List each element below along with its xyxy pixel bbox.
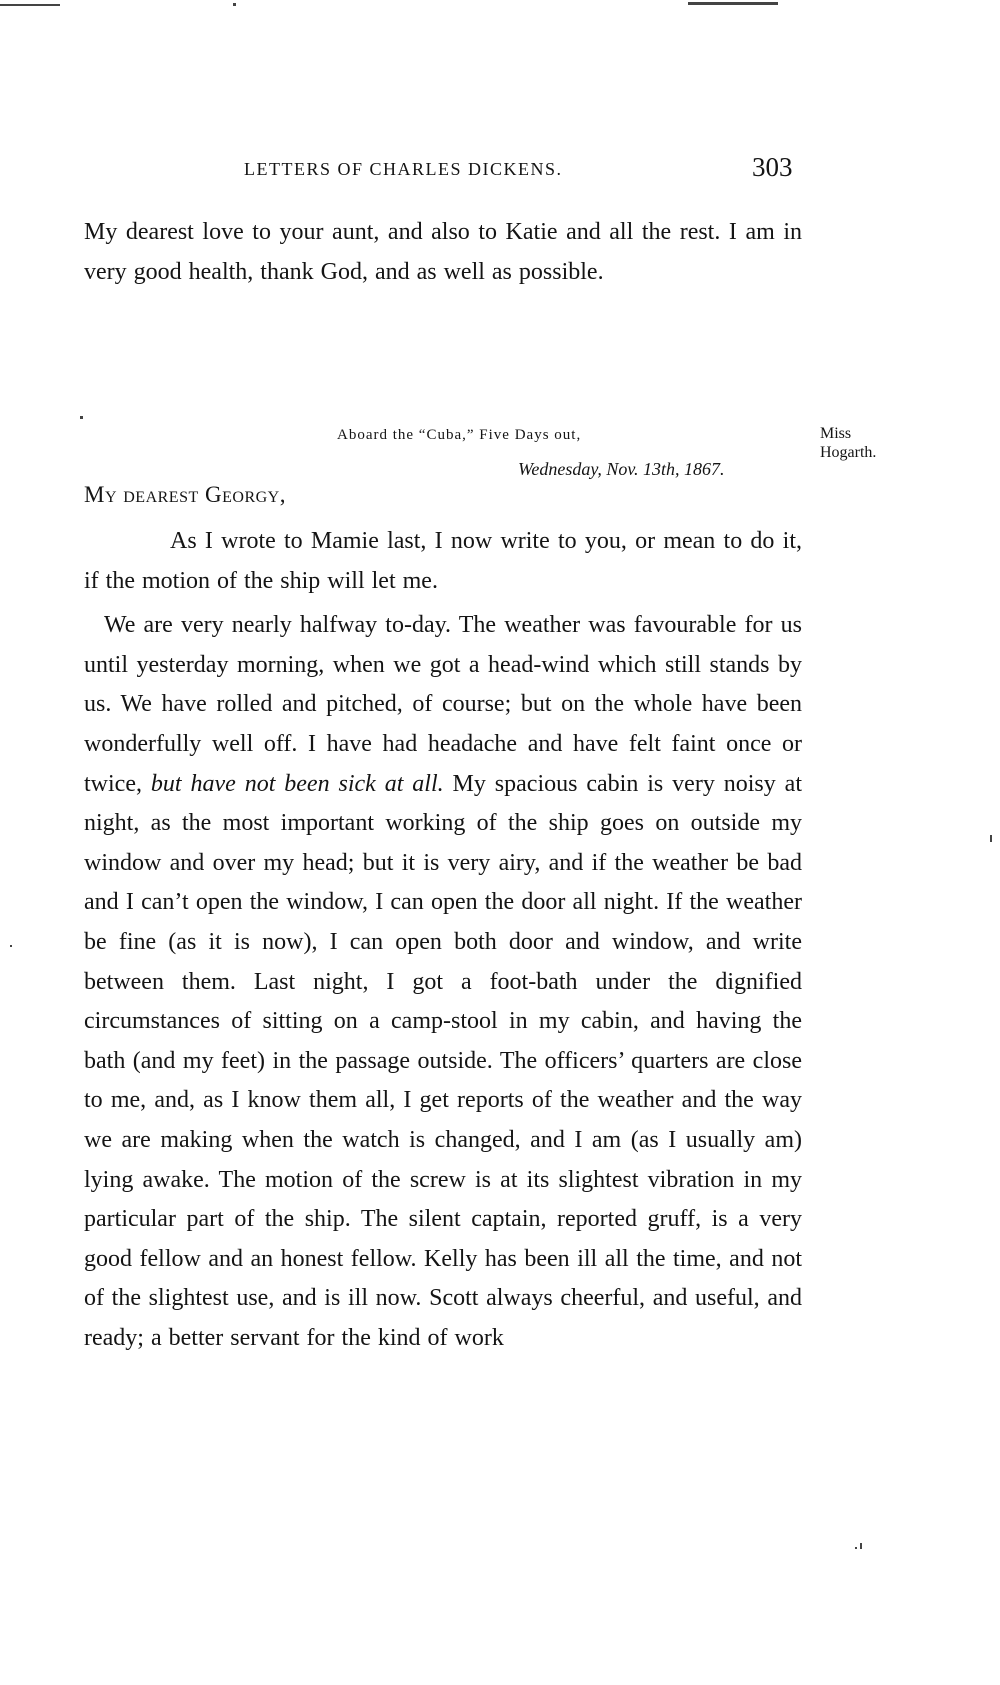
scan-speck: [855, 1547, 857, 1549]
recipient-note-line2: Hogarth.: [820, 444, 877, 461]
previous-letter-closing: [84, 213, 802, 292]
letter-location-heading: Aboard the “Cuba,” Five Days out,: [337, 427, 582, 443]
scan-speck: [10, 945, 12, 947]
closing-paragraph: My dearest love to your aunt, and also to Katie and all the rest. I am in very good health, thank God, and as well as possible.: [84, 219, 802, 285]
letter-paragraph-1: As I wrote to Mamie last, I now write to you, or mean to do it, if the motion of the ship will let me.: [84, 528, 802, 594]
scan-speck: [990, 835, 992, 842]
page-number: 303: [752, 152, 793, 182]
running-header: LETTERS OF CHARLES DICKENS.: [244, 159, 563, 179]
scan-mark: [233, 3, 236, 6]
letter-date-heading: Wednesday, Nov. 13th, 1867.: [518, 459, 725, 479]
recipient-margin-note: [820, 424, 876, 462]
scan-speck: [860, 1543, 862, 1549]
paragraph-2-italic: but have not been sick at all.: [150, 770, 444, 797]
letter-paragraph-2: [84, 606, 802, 1358]
paragraph-2-text-b: My spacious cabin is very noisy at night, as the most important working of the ship goes on outside my window and over my head; but it is very airy, and if the weather be bad and I can’t open the window, I can open the door all night. If the weather be fine (as it is now), I can open both door and window, and write between them. Last night, I got a foot-bath under the dignified circumstances of sitting on a camp-stool in my cabin, and having the bath (and my feet) in the passage outside. The officers’ quarters are close to me, and, as I know them all, I get reports of the weather and the way we are making when the watch is changed, and I am (as I usually am) lying awake. The motion of the screw is at its slightest vibration in my particular part of the ship. The silent captain, reported gruff, is a very good fellow and an honest fellow. Kelly has been ill all the time, and not of the slightest use, and is ill now. Scott always cheerful, and useful, and ready; a better servant for the kind of work: [84, 770, 802, 1351]
scan-speck: [80, 416, 83, 419]
scan-mark: [688, 2, 778, 5]
recipient-note-line1: Miss: [820, 425, 852, 442]
paragraph-2-text-a: We are very nearly halfway to-day. The weather was favourable for us until yesterday morning, when we got a head-wind which still stands by us. We have rolled and pitched, of course; but on the whole have been wonderfully well off. I have had headache and have felt faint once or twice,: [84, 612, 802, 797]
letter-salutation: My dearest Georgy,: [84, 482, 286, 507]
letter-body: [84, 522, 802, 1358]
scan-mark: [0, 4, 60, 6]
